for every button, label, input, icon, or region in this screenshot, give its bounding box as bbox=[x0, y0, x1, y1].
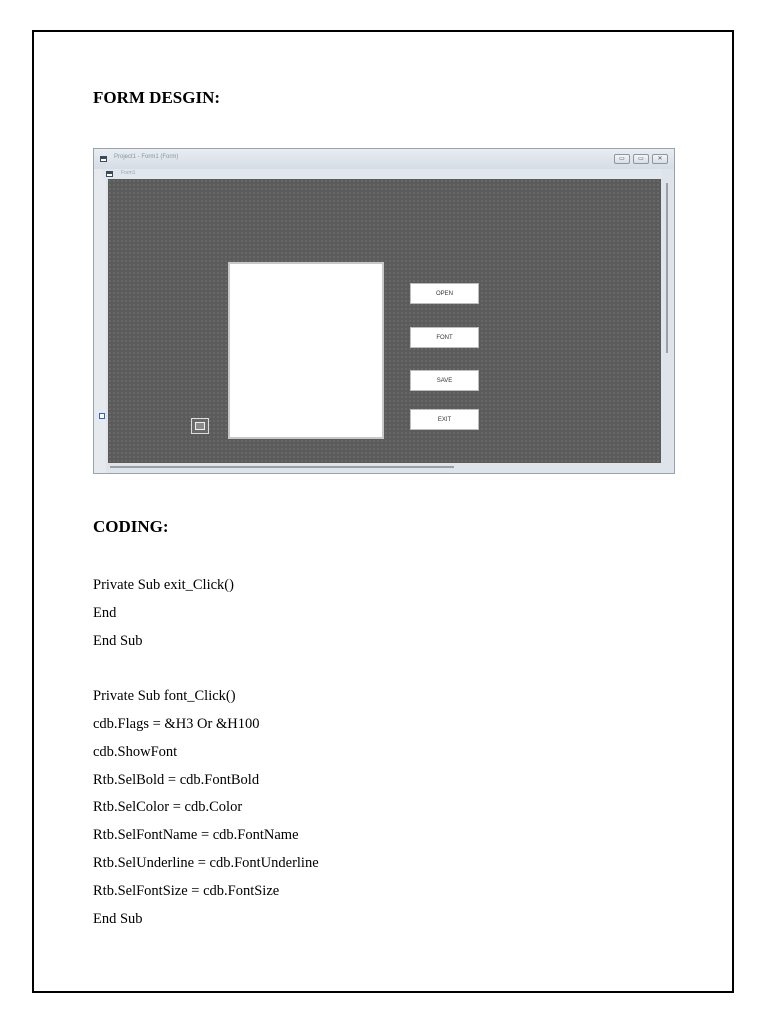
form-canvas[interactable] bbox=[108, 179, 661, 463]
window-icon bbox=[100, 156, 107, 162]
code-line: cdb.Flags = &H3 Or &H100 bbox=[93, 715, 260, 732]
code-line: Rtb.SelFontName = cdb.FontName bbox=[93, 827, 299, 844]
form-title: Form1 bbox=[121, 170, 136, 176]
font-button[interactable]: FONT bbox=[410, 327, 479, 348]
code-line: Rtb.SelColor = cdb.Color bbox=[93, 799, 243, 816]
vertical-scrollbar[interactable] bbox=[666, 183, 668, 353]
code-line: End Sub bbox=[93, 910, 143, 927]
code-line: Rtb.SelBold = cdb.FontBold bbox=[93, 771, 260, 788]
rich-text-box[interactable] bbox=[228, 262, 384, 439]
save-button[interactable]: SAVE bbox=[410, 370, 479, 391]
form-titlebar bbox=[102, 169, 662, 179]
code-line: cdb.ShowFont bbox=[93, 743, 178, 760]
ide-titlebar bbox=[94, 149, 674, 169]
horizontal-scrollbar[interactable] bbox=[110, 466, 454, 468]
vb-ide-screenshot bbox=[93, 148, 675, 474]
code-line: Private Sub exit_Click() bbox=[93, 577, 234, 593]
code-line: Rtb.SelUnderline = cdb.FontUnderline bbox=[93, 854, 319, 871]
ide-title: Project1 - Form1 (Form) bbox=[114, 154, 179, 160]
close-button[interactable]: ✕ bbox=[652, 154, 668, 164]
form-icon bbox=[106, 171, 113, 177]
code-line: End Sub bbox=[93, 632, 143, 649]
minimize-button[interactable]: ▭ bbox=[614, 154, 630, 164]
code-line: Rtb.SelFontSize = cdb.FontSize bbox=[93, 882, 280, 899]
form-design-heading: FORM DESGIN: bbox=[93, 88, 221, 107]
code-line: Private Sub font_Click() bbox=[93, 688, 236, 705]
code-line: End bbox=[93, 604, 117, 621]
code-line bbox=[93, 655, 319, 683]
maximize-button[interactable]: ▭ bbox=[633, 154, 649, 164]
code-block bbox=[93, 572, 319, 933]
coding-heading: CODING: bbox=[93, 517, 169, 536]
ide-left-edge bbox=[94, 169, 106, 473]
exit-button[interactable]: EXIT bbox=[410, 409, 479, 430]
common-dialog-icon[interactable] bbox=[191, 418, 209, 434]
open-button[interactable]: OPEN bbox=[410, 283, 479, 304]
resize-handle[interactable] bbox=[99, 413, 105, 419]
